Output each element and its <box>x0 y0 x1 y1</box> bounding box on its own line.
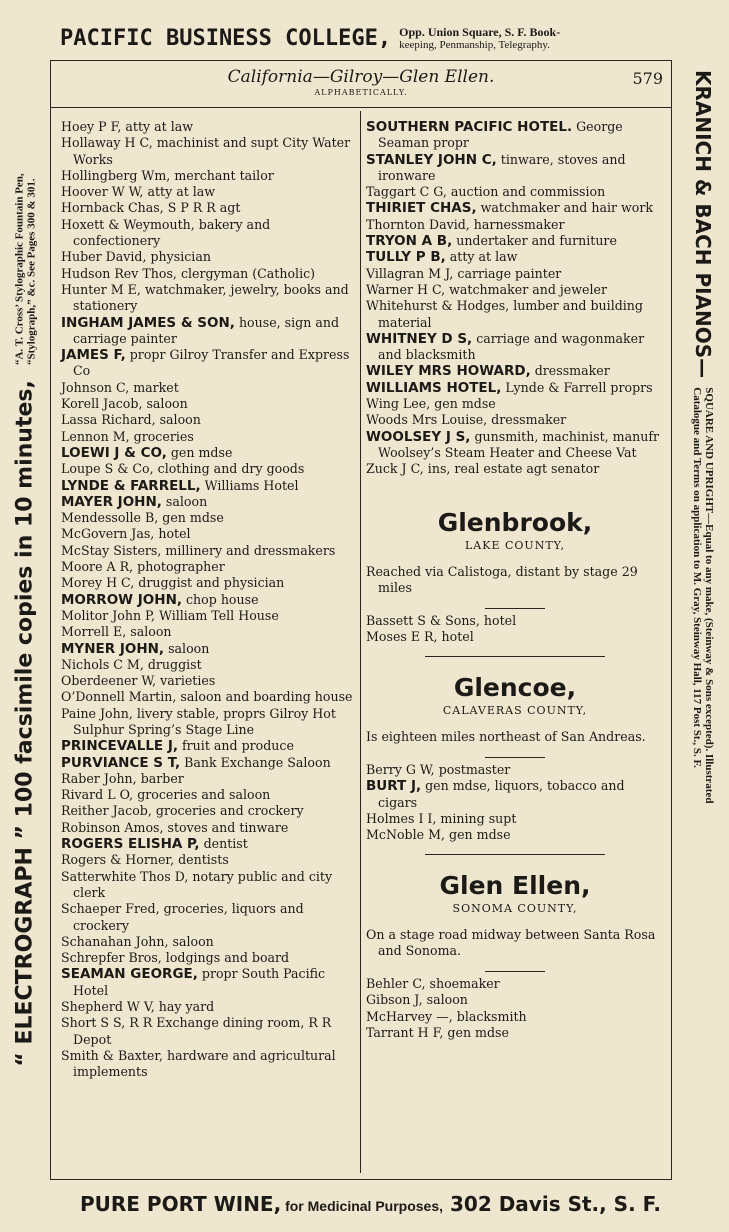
entry-name: LOEWI J & CO, <box>61 444 167 461</box>
directory-entry <box>61 429 357 445</box>
directory-entry <box>61 689 357 705</box>
entry-details: house, sign and carriage painter <box>73 314 340 346</box>
entry-details: druggist and physician <box>134 575 285 591</box>
entry-name: Rivard L O, <box>61 787 134 803</box>
page-subtitle: ALPHABETICALLY. <box>314 88 408 97</box>
directory-entry <box>61 624 357 640</box>
entry-details: gen mdse <box>445 827 511 843</box>
directory-entry <box>61 706 357 739</box>
entry-name: Hornback Chas, <box>61 200 164 216</box>
entry-name: Moore A R, <box>61 559 134 575</box>
entry-details: carriage and wagonmaker and blacksmith <box>378 330 645 363</box>
entry-name: Raber John, <box>61 770 137 786</box>
bottom-ad-product: PURE PORT WINE, <box>80 1192 282 1216</box>
entry-details: gen mdse <box>443 1024 509 1040</box>
entry-name: Smith & Baxter, <box>61 1047 164 1063</box>
entry-name: MORROW JOHN, <box>61 591 182 608</box>
entry-name: Bassett S & Sons, <box>366 613 480 629</box>
entry-name: Loupe S & Co, <box>61 461 154 477</box>
entry-details: gen mdse <box>158 510 224 526</box>
directory-entry <box>366 217 664 233</box>
entry-name: McNoble M, <box>366 827 445 843</box>
directory-entry <box>61 412 357 428</box>
directory-entry <box>61 657 357 673</box>
entry-name: Hunter M E, <box>61 281 141 297</box>
directory-entry <box>61 592 357 608</box>
directory-page <box>50 60 672 1180</box>
entry-details: gunsmith, machinist, manufr Woolsey’s Steam Heater and Cheese Vat <box>378 428 660 460</box>
directory-entry <box>61 950 357 966</box>
entry-details: tinware, stoves and ironware <box>378 151 626 183</box>
short-divider <box>485 608 545 609</box>
entry-name: Moses E R, <box>366 629 438 645</box>
entry-name: PURVIANCE S T, <box>61 754 181 771</box>
entry-details: groceries <box>129 428 194 444</box>
entry-details: Lynde & Farrell proprs <box>501 379 653 395</box>
directory-entry <box>61 1048 357 1081</box>
town-section <box>366 656 664 844</box>
town-section <box>366 854 664 1042</box>
entry-name: Satterwhite Thos D, <box>61 868 189 884</box>
directory-entry <box>61 901 357 934</box>
directory-entry <box>366 976 664 992</box>
short-divider <box>485 971 545 972</box>
directory-entry <box>61 852 357 868</box>
entry-details: harnessmaker <box>469 216 565 232</box>
bottom-advertisement <box>80 1192 700 1222</box>
entry-details: livery stable, proprs Gilroy Hot Sulphur Spring’s Stage Line <box>73 705 336 737</box>
entry-details: watchmaker, jewelry, books and stationery <box>73 281 349 314</box>
entry-details: blacksmith <box>452 1008 527 1024</box>
entry-name: Behler C, <box>366 976 426 992</box>
town-name: Glencoe, <box>453 672 577 702</box>
directory-entry <box>61 526 357 542</box>
directory-entry <box>366 119 664 152</box>
directory-entry <box>61 380 357 396</box>
section-divider <box>425 854 605 855</box>
left-advertisement <box>0 60 50 1180</box>
directory-entry <box>366 629 664 645</box>
directory-entry <box>366 412 664 428</box>
entry-name: JAMES F, <box>61 347 126 364</box>
entry-name: McHarvey —, <box>366 1008 453 1024</box>
entry-details: hardware and agricultural implements <box>73 1047 336 1080</box>
entry-name: Huber David, <box>61 249 147 265</box>
entry-name: LYNDE & FARRELL, <box>61 477 201 494</box>
entry-name: Robinson Amos, <box>61 819 164 835</box>
directory-entry <box>61 575 357 591</box>
directory-entry <box>61 1015 357 1048</box>
entry-details: merchant tailor <box>170 167 274 183</box>
bottom-ad-address: 302 Davis St., S. F. <box>443 1192 661 1216</box>
entry-details: barber <box>136 770 184 786</box>
top-advertisement <box>60 18 680 58</box>
town-description: On a stage road midway between Santa Rosa and Sonoma. <box>366 926 656 958</box>
entry-details: George Seaman propr <box>378 119 623 151</box>
entry-details: ins, real estate agt senator <box>423 461 600 477</box>
top-ad-title: PACIFIC BUSINESS COLLEGE, <box>60 25 392 51</box>
entry-name: Reither Jacob, <box>61 803 152 819</box>
directory-entry <box>61 396 357 412</box>
entry-details: groceries and crockery <box>151 803 304 819</box>
county-name: LAKE COUNTY, <box>465 538 565 552</box>
directory-entry <box>366 266 664 282</box>
entry-name: Oberdeener W, <box>61 673 157 689</box>
entry-name: TRYON A B, <box>366 233 453 250</box>
entry-details: machinist and supt City Water Works <box>73 135 351 167</box>
directory-entry <box>61 771 357 787</box>
entry-name: Morrell E, <box>61 624 127 640</box>
entry-name: Johnson C, <box>61 379 130 395</box>
entry-name: Warner H C, <box>366 281 446 297</box>
directory-entry <box>61 200 357 216</box>
page-title: California—Gilroy—Glen Ellen. <box>227 67 495 87</box>
entry-details: shoemaker <box>425 976 500 992</box>
directory-entry <box>61 755 357 771</box>
entry-name: Molitor John P, <box>61 607 155 623</box>
directory-entry <box>366 992 664 1008</box>
entry-details: hotel <box>479 613 517 629</box>
entry-details: watchmaker and jeweler <box>445 281 607 297</box>
entry-details: photographer <box>133 559 225 575</box>
top-ad-line1: Opp. Union Square, S. F. Book- <box>399 24 561 39</box>
directory-entry <box>61 641 357 657</box>
entry-name: Hollaway H C, <box>61 135 153 151</box>
entry-details: lodgings and board <box>161 950 290 966</box>
entry-name: Villagran M J, <box>366 265 454 281</box>
directory-entry <box>61 461 357 477</box>
entry-details: propr Gilroy Transfer and Express Co <box>73 347 350 379</box>
entry-details: S P R R agt <box>163 200 241 216</box>
entry-details: hay yard <box>154 999 215 1015</box>
entry-name: Short S S, <box>61 1015 126 1031</box>
entry-name: WILLIAMS HOTEL, <box>366 379 502 396</box>
page-header <box>51 67 671 107</box>
directory-entry <box>366 429 664 462</box>
entry-name: Gibson J, <box>366 992 423 1008</box>
directory-entry <box>366 282 664 298</box>
entry-name: Hoxett & Weymouth, <box>61 216 195 232</box>
directory-entry <box>61 820 357 836</box>
directory-entry <box>61 494 357 510</box>
directory-entry <box>366 762 664 778</box>
entry-name: THIRIET CHAS, <box>366 200 477 217</box>
entry-name: Wing Lee, <box>366 396 431 412</box>
entry-details: gen mdse, liquors, tobacco and cigars <box>378 778 625 810</box>
entry-name: Zuck J C, <box>366 461 424 477</box>
entry-details: saloon <box>142 396 188 412</box>
entry-details: saloon <box>161 493 208 509</box>
entry-details: clergyman (Catholic) <box>176 265 316 281</box>
entry-details: William Tell House <box>154 607 279 623</box>
column-divider <box>360 111 361 1173</box>
directory-entry <box>366 1025 664 1041</box>
entry-name: McGovern Jas, <box>61 526 155 542</box>
entry-details: saloon <box>422 992 468 1008</box>
entry-name: Rogers & Horner, <box>61 852 175 868</box>
entry-details: stoves and tinware <box>163 819 289 835</box>
town-name: Glen Ellen, <box>439 870 591 900</box>
town-description: Is eighteen miles northeast of San Andreas. <box>366 728 646 744</box>
directory-entry <box>61 999 357 1015</box>
entry-name: SOUTHERN PACIFIC HOTEL. <box>366 119 573 135</box>
entry-details: millinery and dressmakers <box>161 542 336 558</box>
entry-details: dressmaker <box>530 363 610 379</box>
entry-name: Schanahan John, <box>61 933 169 949</box>
entry-details: saloon <box>164 640 210 656</box>
entry-name: Taggart C G, <box>366 184 447 200</box>
county-name: CALAVERAS COUNTY, <box>442 703 588 717</box>
directory-entry <box>61 249 357 265</box>
directory-entry <box>366 152 664 185</box>
left-column <box>61 119 357 1081</box>
left-ad-title: “ ELECTROGRAPH ” 100 facsimile copies in 10 minutes, <box>12 380 38 1067</box>
right-ad-line2: Catalogue and Terms on application to M. Gray, Steinway Hall, 117 Post St., S. F. <box>691 387 703 768</box>
entry-details: atty at law <box>121 119 194 134</box>
entry-name: Holmes I I, <box>366 810 437 826</box>
directory-entry <box>61 315 357 348</box>
entry-name: WOOLSEY J S, <box>366 428 471 445</box>
town-name: Glenbrook, <box>437 507 593 537</box>
entry-details: carriage painter <box>453 265 562 281</box>
directory-entry <box>366 363 664 379</box>
entry-details: chop house <box>182 591 259 607</box>
directory-entry <box>61 738 357 754</box>
entry-details: propr South Pacific Hotel <box>73 966 326 998</box>
entry-details: fruit and produce <box>178 738 294 754</box>
entry-details: saloon and boarding house <box>176 689 353 705</box>
right-advertisement <box>676 60 729 1180</box>
directory-entry <box>61 135 357 168</box>
entry-details: Bank Exchange Saloon <box>180 754 331 770</box>
directory-entry <box>61 608 357 624</box>
entry-name: O’Donnell Martin, <box>61 689 177 705</box>
entry-name: BURT J, <box>366 778 422 795</box>
directory-entry <box>61 347 357 380</box>
entry-name: WHITNEY D S, <box>366 330 473 347</box>
right-ad-details <box>691 387 715 803</box>
entry-details: mining supt <box>436 810 517 826</box>
directory-entry <box>61 934 357 950</box>
page-number: 579 <box>632 69 663 88</box>
entry-details: atty at law <box>143 184 216 200</box>
right-ad-title: KRANICH & BACH PIANOS— <box>691 70 715 379</box>
left-ad-details <box>13 173 37 365</box>
right-ad-line1: SQUARE AND UPRIGHT—Equal to any make, (Steinway & Sons excepted). Illustrated <box>703 387 715 804</box>
entry-name: MAYER JOHN, <box>61 493 162 510</box>
entry-details: saloon <box>155 412 201 428</box>
entry-details: groceries, liquors and crockery <box>73 901 304 933</box>
left-ad-line1: “A. T. Cross’ Stylographic Fountain Pen, <box>13 173 25 366</box>
entry-name: Whitehurst & Hodges, <box>366 298 510 314</box>
directory-entry <box>366 396 664 412</box>
entry-details: postmaster <box>434 762 511 778</box>
entry-details: atty at law <box>445 249 518 265</box>
entry-details: hotel <box>437 629 474 645</box>
directory-entry <box>61 266 357 282</box>
entry-details: physician <box>146 249 211 265</box>
directory-entry <box>366 331 664 364</box>
town-sections <box>366 478 664 1042</box>
directory-entry <box>61 673 357 689</box>
directory-entry <box>61 869 357 902</box>
directory-entry <box>366 233 664 249</box>
directory-entry <box>61 836 357 852</box>
entry-name: Lennon M, <box>61 428 130 444</box>
entry-details: notary public and city clerk <box>73 868 333 900</box>
entry-name: TULLY P B, <box>366 249 446 266</box>
entry-name: Tarrant H F, <box>366 1024 444 1040</box>
entry-name: Shepherd W V, <box>61 999 155 1015</box>
county-name: SONOMA COUNTY, <box>452 901 578 915</box>
directory-entry <box>366 380 664 396</box>
entry-name: Berry G W, <box>366 762 435 778</box>
entry-name: SEAMAN GEORGE, <box>61 966 198 983</box>
directory-entry <box>61 543 357 559</box>
top-ad-line2: keeping, Penmanship, Telegraphy. <box>399 38 550 51</box>
left-ad-line2: “Stylograph,” &c. See Pages 300 & 301. <box>25 178 37 366</box>
directory-entry <box>366 778 664 811</box>
entry-name: MYNER JOHN, <box>61 640 165 657</box>
entry-name: McStay Sisters, <box>61 542 162 558</box>
right-column-listings <box>366 119 664 478</box>
entry-details: groceries and saloon <box>133 787 271 803</box>
right-column <box>366 119 664 1041</box>
entry-details: watchmaker and hair work <box>476 200 654 216</box>
entry-name: STANLEY JOHN C, <box>366 151 497 168</box>
directory-entry <box>366 613 664 629</box>
directory-entry <box>61 478 357 494</box>
entry-name: Morey H C, <box>61 575 135 591</box>
directory-entry <box>61 119 357 135</box>
entry-details: varieties <box>156 673 216 689</box>
directory-entry <box>61 966 357 999</box>
directory-entry <box>61 168 357 184</box>
directory-entry <box>61 510 357 526</box>
section-divider <box>425 656 605 657</box>
directory-entry <box>366 811 664 827</box>
entry-name: Schaeper Fred, <box>61 901 160 917</box>
entry-details: Williams Hotel <box>200 477 299 493</box>
entry-name: Hoover W W, <box>61 184 144 200</box>
entry-details: gen mdse <box>430 396 496 412</box>
top-ad-details <box>399 26 560 51</box>
short-divider <box>485 757 545 758</box>
header-divider <box>51 107 671 108</box>
directory-entry <box>366 1009 664 1025</box>
entry-details: saloon <box>168 933 214 949</box>
entry-name: Hoey P F, <box>61 119 122 134</box>
entry-name: Korell Jacob, <box>61 396 143 412</box>
directory-entry <box>61 787 357 803</box>
directory-entry <box>366 200 664 216</box>
entry-name: Lassa Richard, <box>61 412 156 428</box>
entry-name: Woods Mrs Louise, <box>366 412 488 428</box>
entry-name: Paine John, <box>61 705 133 721</box>
directory-entry <box>366 461 664 477</box>
entry-details: clothing and dry goods <box>153 461 305 477</box>
entry-details: undertaker and furniture <box>452 233 617 249</box>
directory-entry <box>61 217 357 250</box>
directory-entry <box>61 803 357 819</box>
entry-name: Nichols C M, <box>61 656 144 672</box>
town-description: Reached via Calistoga, distant by stage 29 miles <box>366 563 638 595</box>
entry-details: gen mdse <box>166 444 233 460</box>
entry-details: dentist <box>199 836 248 852</box>
directory-entry <box>61 184 357 200</box>
directory-entry <box>366 249 664 265</box>
entry-name: PRINCEVALLE J, <box>61 738 178 755</box>
entry-details: saloon <box>126 624 172 640</box>
entry-details: lumber and building material <box>378 298 643 330</box>
entry-name: Hollingberg Wm, <box>61 167 171 183</box>
entry-name: Thornton David, <box>366 216 470 232</box>
entry-details: dentists <box>174 852 229 868</box>
directory-entry <box>366 298 664 331</box>
entry-name: INGHAM JAMES & SON, <box>61 314 235 331</box>
entry-details: hotel <box>154 526 191 542</box>
entry-name: ROGERS ELISHA P, <box>61 836 200 853</box>
entry-name: WILEY MRS HOWARD, <box>366 363 531 380</box>
directory-entry <box>61 445 357 461</box>
entry-details: bakery and confectionery <box>73 216 271 249</box>
directory-entry <box>366 827 664 843</box>
entry-name: Mendessolle B, <box>61 510 159 526</box>
entry-name: Hudson Rev Thos, <box>61 265 177 281</box>
entry-details: druggist <box>143 656 202 672</box>
directory-entry <box>61 282 357 315</box>
entry-name: Schrepfer Bros, <box>61 950 162 966</box>
town-section <box>366 478 664 646</box>
entry-details: R R Exchange dining room, R R Depot <box>73 1015 332 1047</box>
entry-details: market <box>129 379 179 395</box>
bottom-ad-purpose: for Medicinal Purposes, <box>281 1198 444 1214</box>
directory-entry <box>61 559 357 575</box>
entry-details: auction and commission <box>446 184 606 200</box>
entry-details: dressmaker <box>487 412 567 428</box>
directory-entry <box>366 184 664 200</box>
